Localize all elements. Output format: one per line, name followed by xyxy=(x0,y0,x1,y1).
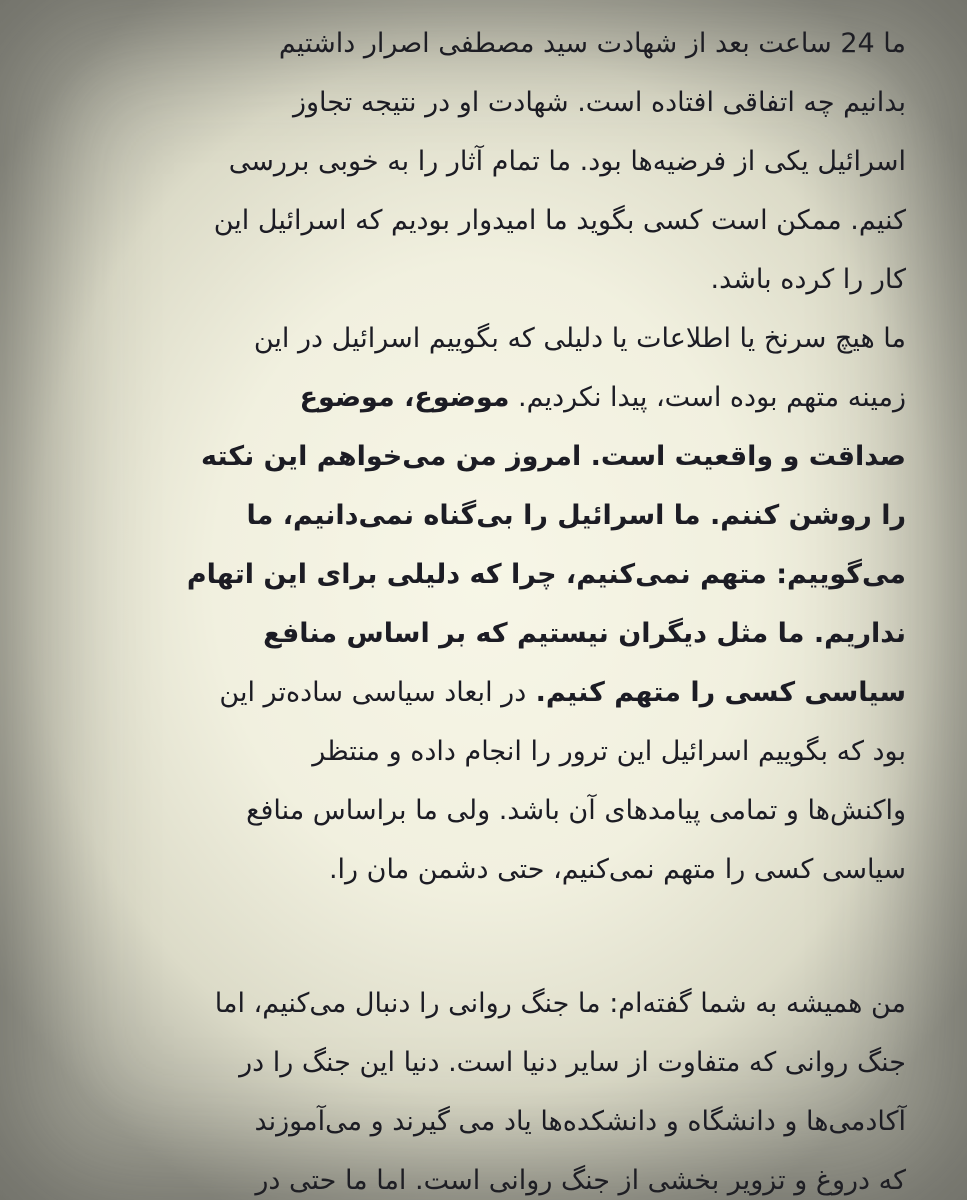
text-line: بود که بگوییم اسرائیل این ترور را انجام داده و منتظر xyxy=(312,736,906,767)
paragraph-1 xyxy=(58,14,906,899)
bold-text-line: صداقت و واقعیت است. امروز من می‌خواهم این نکته xyxy=(201,441,906,472)
bold-text-line: نداریم. ما مثل دیگران نیستیم که بر اساس منافع xyxy=(263,618,906,649)
text-line: آکادمی‌ها و دانشگاه و دانشکده‌ها یاد می گیرند و می‌آموزند xyxy=(254,1106,906,1137)
paragraph-3 xyxy=(58,974,906,1200)
text-line: سیاسی کسی را متهم نمی‌کنیم، حتی دشمن مان را. xyxy=(328,854,906,885)
text-line: کنیم. ممکن است کسی بگوید ما امیدوار بودیم که اسرائیل این xyxy=(213,205,906,236)
text-line: کار را کرده باشد. xyxy=(710,264,906,295)
paragraph-2 xyxy=(58,309,906,899)
text-line: بدانیم چه اتفاقی افتاده است. شهادت او در نتیجه تجاوز xyxy=(292,87,906,118)
text-line: من همیشه به شما گفته‌ام: ما جنگ روانی را دنبال می‌کنیم، اما xyxy=(214,988,906,1019)
text-line: ما هیچ سرنخ یا اطلاعات یا دلیلی که بگوییم اسرائیل در این xyxy=(253,323,906,354)
text-line: اسرائیل یکی از فرضیه‌ها بود. ما تمام آثار را به خوبی بررسی xyxy=(228,146,906,177)
bold-text-line: را روشن کننم. ما اسرائیل را بی‌گناه نمی‌دانیم، ما xyxy=(246,500,906,531)
text-line: واکنش‌ها و تمامی پیامدهای آن باشد. ولی ما براساس منافع xyxy=(246,795,906,826)
text-line-mixed xyxy=(58,368,906,427)
text-segment: زمینه متهم بوده است، پیدا نکردیم. xyxy=(509,382,906,413)
bold-text-segment: موضوع، موضوع xyxy=(299,382,510,413)
bold-text-line: می‌گوییم: متهم نمی‌کنیم، چرا که دلیلی برای این اتهام xyxy=(186,559,906,590)
bold-text-segment: سیاسی کسی را متهم کنیم. xyxy=(526,677,906,708)
text-line-mixed xyxy=(58,663,906,722)
text-line: ما 24 ساعت بعد از شهادت سید مصطفی اصرار داشتیم xyxy=(278,28,906,59)
text-line: که دروغ و تزویر بخشی از جنگ روانی است. اما ما حتی در xyxy=(255,1165,906,1196)
text-segment: در ابعاد سیاسی ساده‌تر این xyxy=(219,677,527,708)
text-line: جنگ روانی که متفاوت از سایر دنیا است. دنیا این جنگ را در xyxy=(239,1047,906,1078)
